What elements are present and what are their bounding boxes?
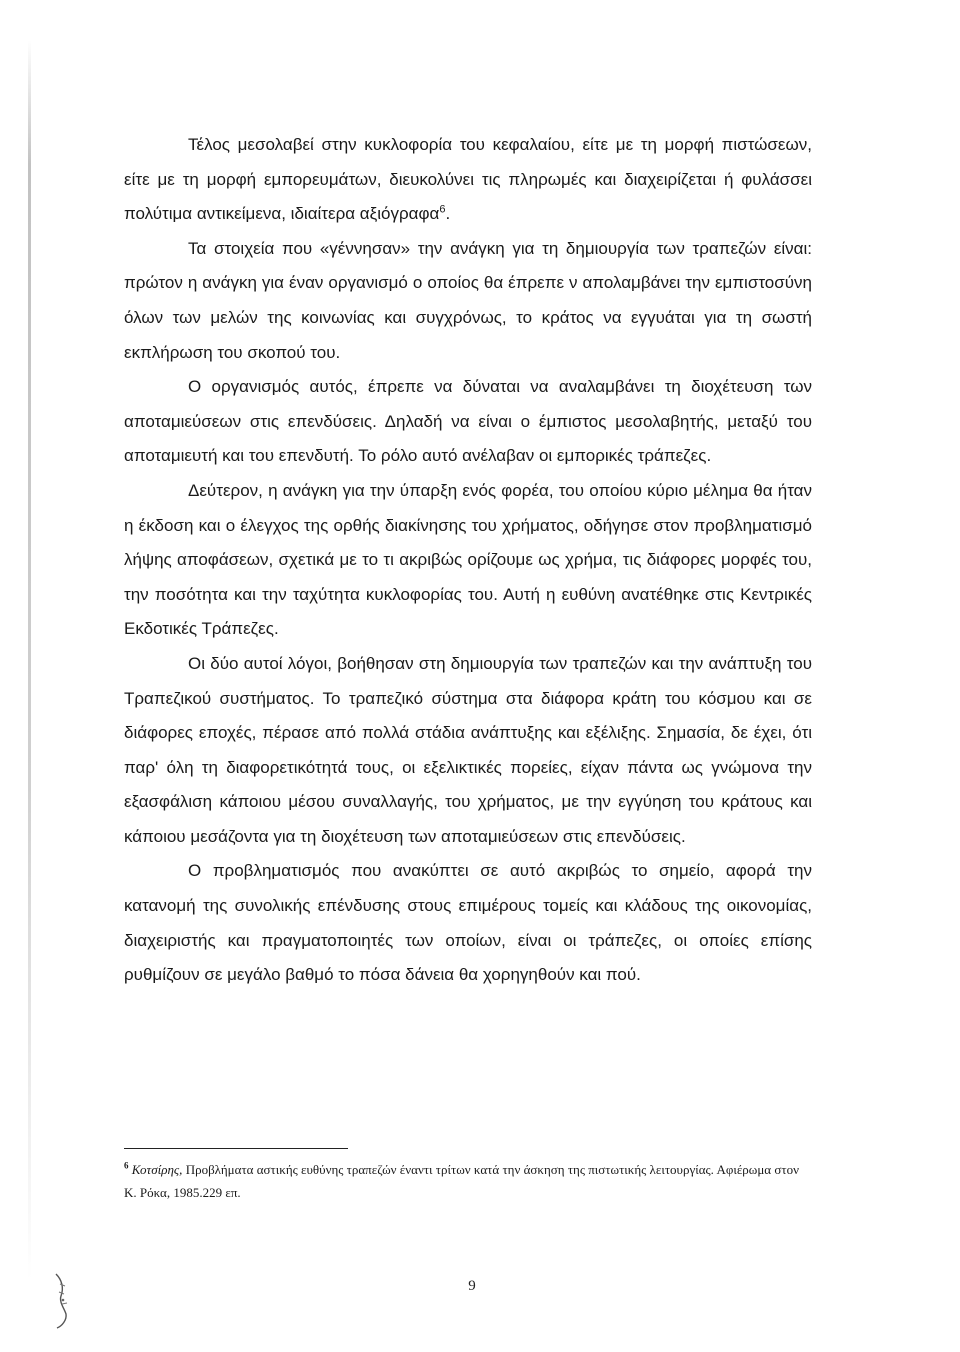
footnote bbox=[124, 1158, 814, 1204]
scan-edge-shadow bbox=[28, 40, 31, 1280]
paragraph-2: Τα στοιχεία που «γέννησαν» την ανάγκη για τη δημιουργία των τραπεζών είναι: πρώτον η ανάγκη για έναν οργανισμό ο οποίος θα έπρεπε ν απολαμβάνει την εμπιστοσύνη όλων των μελών της κοινωνίας και συγχρόνως, το κράτος να εγγυάται για τη σωστή εκπλήρωση του σκοπού του. bbox=[124, 238, 812, 362]
body-text bbox=[124, 128, 812, 993]
footnote-separator bbox=[124, 1148, 348, 1149]
paragraph-3: Ο οργανισμός αυτός, έπρεπε να δύναται να αναλαμβάνει τη διοχέτευση των αποταμιεύσεων στις επενδύσεις. Δηλαδή να είναι ο έμπιστος μεσολαβητής, μεταξύ του αποταμιευτή και του επενδυτή. Το ρόλο αυτό ανέλαβαν οι εμπορικές τράπεζες. bbox=[124, 377, 812, 466]
paragraph-4: Δεύτερον, η ανάγκη για την ύπαρξη ενός φορέα, του οποίου κύριο μέλημα θα ήταν η έκδοση και ο έλεγχος της ορθής διακίνησης του χρήματος, οδήγησε στον προβληματισμό λήψης αποφάσεων, σχετικά με το τι ακριβώς ορίζουμε ως χρήμα, τις διάφορες μορφές του, την ποσότητα και την ταχύτητα κυκλοφορίας του. Αυτή η ευθύνη ανατέθηκε στις Κεντρικές Εκδοτικές Τράπεζες. bbox=[124, 480, 812, 639]
library-stamp-icon bbox=[48, 1270, 74, 1330]
paragraph-6: Ο προβληματισμός που ανακύπτει σε αυτό ακριβώς το σημείο, αφορά την κατανομή της συνολικής επένδυσης στους επιμέρους τομείς και κλάδους της οικονομίας, διαχειριστής και πραγματοποιητές των οποίων, είναι οι τράπεζες, οι οποίες επίσης ρυθμίζουν σε μεγάλο βαθμό το πόσα δάνεια θα χορηγηθούν και πού. bbox=[124, 861, 812, 985]
page-number: 9 bbox=[468, 1278, 476, 1294]
footnote-text: Προβλήματα αστικής ευθύνης τραπεζών έναντι τρίτων κατά την άσκηση της πιστωτικής λειτουργίας. Αφιέρωμα στον Κ. Ρόκα, 1985.229 επ. bbox=[124, 1162, 799, 1200]
paragraph-5: Οι δύο αυτοί λόγοι, βοήθησαν στη δημιουργία των τραπεζών και την ανάπτυξη του Τραπεζικού συστήματος. Το τραπεζικό σύστημα στα διάφορα κράτη του κόσμου και σε διάφορες εποχές, πέρασε από πολλά στάδια ανάπτυξης και εξέλιξης. Σημασία, δε έχει, ότι παρ' όλη τη διαφορετικότητά τους, οι εξελικτικές πορείες, είχαν πάντα ως γνώμονα την εξασφάλιση κάποιου μέσου συναλλαγής, του χρήματος, με την εγγύηση του κράτους και κάποιου μεσάζοντα για τη διοχέτευση των αποταμιεύσεων στις επενδύσεις. bbox=[124, 653, 812, 846]
paragraph-1-end: . bbox=[445, 204, 451, 224]
paragraph-1-text: Τέλος μεσολαβεί στην κυκλοφορία του κεφαλαίου, είτε με τη μορφή πιστώσεων, είτε με τη μορφή εμπορευμάτων, διευκολύνει τις πληρωμές και διαχειρίζεται ή φυλάσσει πολύτιμα αντικείμενα, ιδιαίτερα αξιόγραφα bbox=[124, 135, 812, 224]
paragraph-1 bbox=[124, 128, 812, 232]
footnote-number: 6 bbox=[124, 1160, 129, 1171]
footnote-author: Κοτσίρης, bbox=[131, 1162, 183, 1177]
footnote-reference: 6 bbox=[439, 203, 446, 216]
